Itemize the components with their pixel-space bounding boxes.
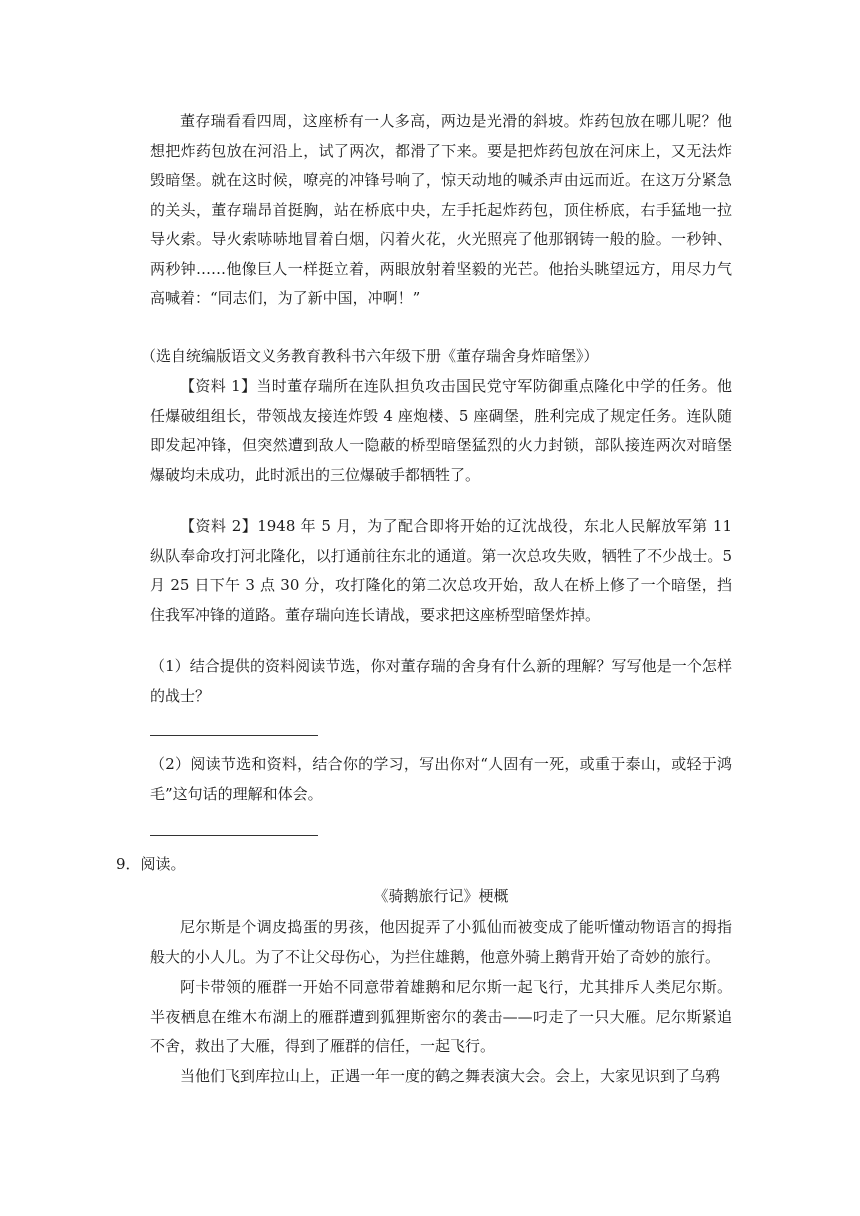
material-2: 【资料 2】1948 年 5 月，为了配合即将开始的辽沈战役，东北人民解放军第 11 纵队奉命攻打河北隆化，以打通前往东北的通道。第一次总攻失败，牺牲了不少战士。5 月 25 日下午 3 点 30 分，攻打隆化的第二次总攻开始，敌人在桥上修了一个暗堡，挡住我军冲锋的道路。董存瑞向连长请战，要求把这座桥型暗堡炸掉。 [150, 517, 732, 624]
answer-line-1[interactable] [150, 735, 318, 736]
summary-paragraph-1: 尼尔斯是个调皮捣蛋的男孩，他因捉弄了小狐仙而被变成了能听懂动物语言的拇指般大的小人儿。为了不让父母伤心，为拦住雄鹅，他意外骑上鹅背开始了奇妙的旅行。 [150, 918, 732, 966]
question-9-number: 9．阅读。 [116, 855, 186, 873]
material-1: 【资料 1】当时董存瑞所在连队担负攻击国民党守军防御重点隆化中学的任务。他任爆破组组长，带领战友接连炸毁 4 座炮楼、5 座碉堡，胜利完成了规定任务。连队随即发起冲锋，但突然遭到敌人一隐蔽的桥型暗堡猛烈的火力封锁，部队接连两次对暗堡爆破均未成功，此时派出的三位爆破手都牺牲了。 [150, 377, 732, 484]
question-2: （2）阅读节选和资料，结合你的学习，写出你对“人固有一死，或重于泰山，或轻于鸿毛”这句话的理解和体会。 [150, 755, 732, 803]
summary-paragraph-3: 当他们飞到库拉山上，正遇一年一度的鹤之舞表演大会。会上，大家见识到了乌鸦 [180, 1067, 721, 1085]
question-1: （1）结合提供的资料阅读节选，你对董存瑞的舍身有什么新的理解？写写他是一个怎样的战士？ [150, 657, 732, 705]
passage-paragraph: 董存瑞看看四周，这座桥有一人多高，两边是光滑的斜坡。炸药包放在哪儿呢？他想把炸药包放在河沿上，试了两次，都滑了下来。要是把炸药包放在河床上，又无法炸毁暗堡。就在这时候，嘹亮的冲锋号响了，惊天动地的喊杀声由远而近。在这万分紧急的关头，董存瑞昂首挺胸，站在桥底中央，左手托起炸药包，顶住桥底，右手猛地一拉导火索。导火索哧哧地冒着白烟，闪着火花，火光照亮了他那钢铸一般的脸。一秒钟、两秒钟……他像巨人一样挺立着，两眼放射着坚毅的光芒。他抬头眺望远方，用尽力气高喊着：“同志们，为了新中国，冲啊！” [150, 112, 732, 307]
answer-line-2[interactable] [150, 835, 318, 836]
book-summary-title: 《骑鹅旅行记》梗概 [373, 887, 509, 905]
summary-paragraph-2: 阿卡带领的雁群一开始不同意带着雄鹅和尼尔斯一起飞行，尤其排斥人类尼尔斯。半夜栖息在维木布湖上的雁群遭到狐狸斯密尔的袭击——叼走了一只大雁。尼尔斯紧追不舍，救出了大雁，得到了雁群的信任，一起飞行。 [150, 978, 732, 1055]
passage-source: （选自统编版语文义务教育教科书六年级下册《董存瑞舍身炸暗堡》） [141, 347, 599, 365]
